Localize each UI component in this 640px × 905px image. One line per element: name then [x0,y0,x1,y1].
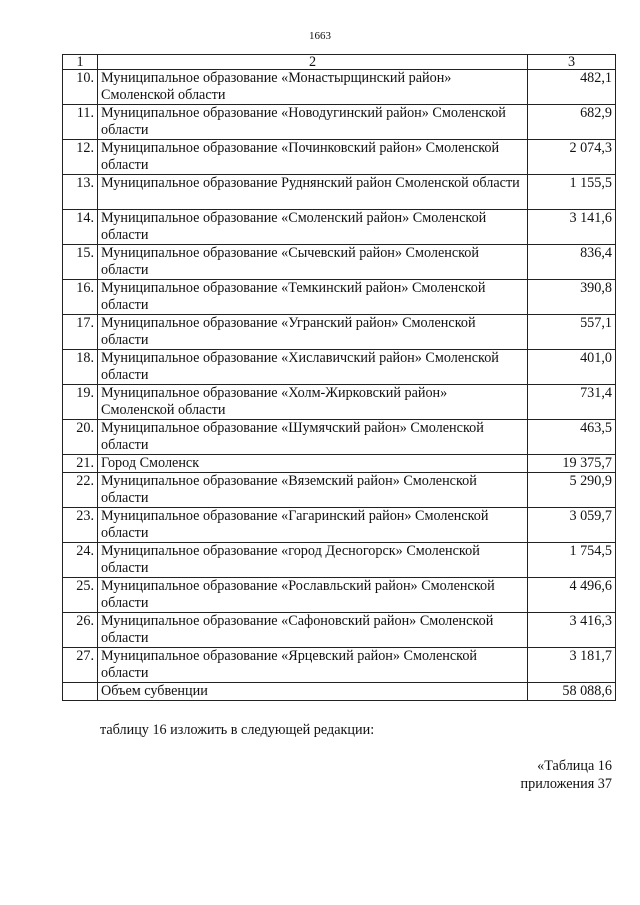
table-row [63,385,616,420]
row-value: 463,5 [528,420,616,455]
row-name: Город Смоленск [98,455,528,473]
row-number: 13. [63,175,98,210]
row-name: Муниципальное образование «Вяземский район» Смоленской области [98,473,528,508]
table-row [63,508,616,543]
row-name: Муниципальное образование «Угранский район» Смоленской области [98,315,528,350]
table-row [63,543,616,578]
table-row [63,210,616,245]
header-col-3: 3 [528,55,616,70]
row-number: 25. [63,578,98,613]
table-row [63,245,616,280]
total-value: 58 088,6 [528,683,616,701]
total-label: Объем субвенции [98,683,528,701]
row-name: Муниципальное образование «Рославльский район» Смоленской области [98,578,528,613]
row-value: 1 754,5 [528,543,616,578]
table-row [63,455,616,473]
row-value: 731,4 [528,385,616,420]
row-value: 557,1 [528,315,616,350]
row-name: Муниципальное образование «Сычевский район» Смоленской области [98,245,528,280]
row-value: 3 059,7 [528,508,616,543]
row-number: 10. [63,70,98,105]
table-row [63,140,616,175]
row-value: 3 181,7 [528,648,616,683]
table-row [63,648,616,683]
row-value: 1 155,5 [528,175,616,210]
row-number: 20. [63,420,98,455]
row-name: Муниципальное образование Руднянский район Смоленской области [98,175,528,210]
row-value: 5 290,9 [528,473,616,508]
table-row [63,70,616,105]
row-name: Муниципальное образование «Холм-Жирковский район» Смоленской области [98,385,528,420]
row-value: 4 496,6 [528,578,616,613]
row-number: 17. [63,315,98,350]
row-number: 21. [63,455,98,473]
header-col-2: 2 [98,55,528,70]
table-row [63,420,616,455]
row-name: Муниципальное образование «город Десногорск» Смоленской области [98,543,528,578]
row-number: 24. [63,543,98,578]
row-number: 18. [63,350,98,385]
row-value: 682,9 [528,105,616,140]
header-col-1: 1 [63,55,98,70]
row-number: 27. [63,648,98,683]
row-number: 23. [63,508,98,543]
row-value: 19 375,7 [528,455,616,473]
table-row [63,473,616,508]
row-value: 836,4 [528,245,616,280]
row-number: 12. [63,140,98,175]
row-name: Муниципальное образование «Новодугинский район» Смоленской области [98,105,528,140]
table-row [63,175,616,210]
row-number: 14. [63,210,98,245]
row-number: 16. [63,280,98,315]
row-number: 15. [63,245,98,280]
table-row [63,315,616,350]
row-number: 22. [63,473,98,508]
row-name: Муниципальное образование «Хиславичский район» Смоленской области [98,350,528,385]
row-value: 401,0 [528,350,616,385]
table-row [63,350,616,385]
row-name: Муниципальное образование «Сафоновский район» Смоленской области [98,613,528,648]
row-value: 2 074,3 [528,140,616,175]
row-name: Муниципальное образование «Ярцевский район» Смоленской области [98,648,528,683]
row-name: Муниципальное образование «Темкинский район» Смоленской области [98,280,528,315]
row-value: 482,1 [528,70,616,105]
row-value: 390,8 [528,280,616,315]
row-number: 19. [63,385,98,420]
page-number: 1663 [309,30,331,42]
amendment-text: таблицу 16 изложить в следующей редакции: [100,722,375,738]
row-name: Муниципальное образование «Монастырщинский район» Смоленской области [98,70,528,105]
row-number: 26. [63,613,98,648]
row-value: 3 141,6 [528,210,616,245]
table-total-row [63,683,616,701]
row-name: Муниципальное образование «Смоленский район» Смоленской области [98,210,528,245]
table-row [63,613,616,648]
table-header-row [63,55,616,70]
table-row [63,105,616,140]
table-row [63,280,616,315]
table-label-line2: приложения 37 [520,776,612,792]
subvention-table [62,54,616,701]
row-number: 11. [63,105,98,140]
total-number-cell [63,683,98,701]
table-label-line1: «Таблица 16 [537,758,612,774]
row-value: 3 416,3 [528,613,616,648]
row-name: Муниципальное образование «Гагаринский район» Смоленской области [98,508,528,543]
row-name: Муниципальное образование «Шумячский район» Смоленской области [98,420,528,455]
table-row [63,578,616,613]
row-name: Муниципальное образование «Починковский район» Смоленской области [98,140,528,175]
